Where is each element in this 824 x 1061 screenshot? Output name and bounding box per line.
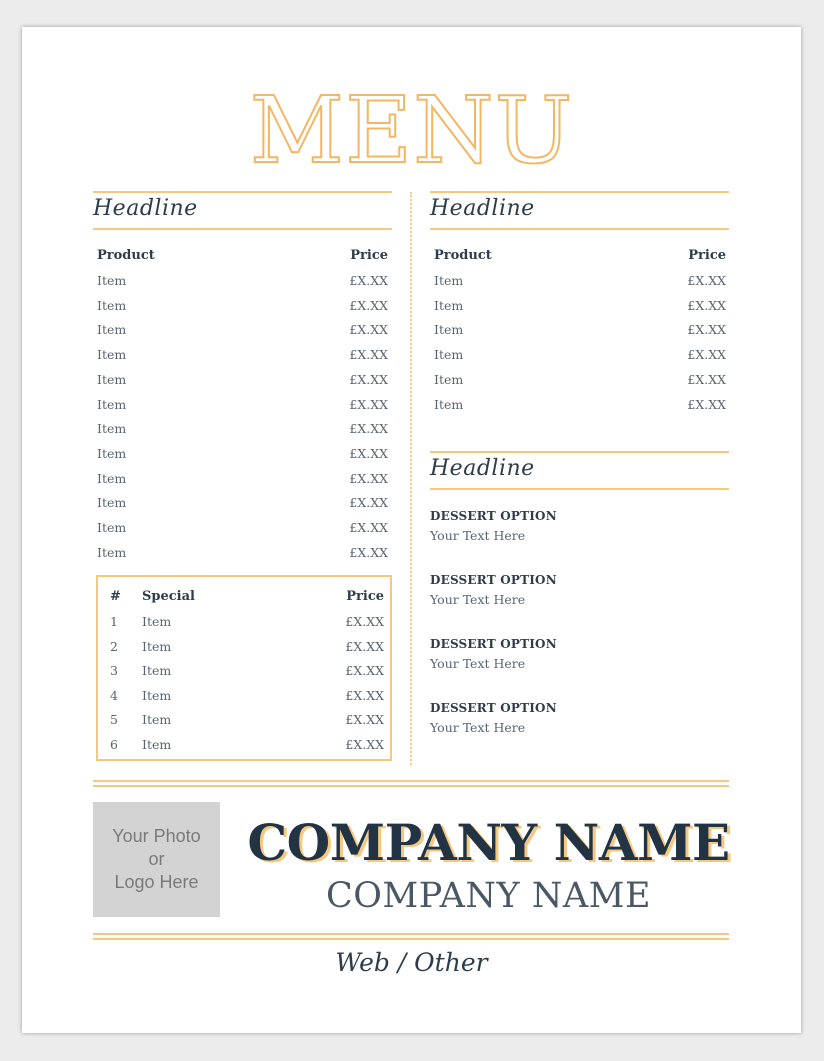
special-item-row [110, 712, 384, 732]
menu-item-row [97, 372, 388, 392]
headline-rule-top [93, 191, 392, 193]
item-name: Item [97, 520, 127, 535]
item-name: Item [97, 347, 127, 363]
price-header: Price [346, 589, 384, 604]
company-name: COMPANY NAME [247, 813, 730, 872]
menu-item-row [97, 520, 388, 540]
item-name: Item [97, 445, 127, 461]
special-name: Item [142, 712, 172, 727]
item-price: £X.XX [687, 322, 726, 338]
menu-item-row [97, 322, 388, 342]
number-header: # [110, 589, 121, 604]
item-name: Item [97, 495, 127, 511]
special-item-row [110, 663, 384, 683]
item-price: £X.XX [687, 297, 726, 313]
special-price: £X.XX [345, 687, 384, 703]
item-price: £X.XX [349, 297, 388, 313]
menu-item-row [434, 347, 726, 367]
dessert-option-desc: Your Text Here [430, 720, 526, 735]
specials-box [96, 575, 392, 761]
special-number: 5 [110, 712, 118, 727]
item-name: Item [97, 297, 127, 313]
price-header: Price [350, 248, 388, 263]
item-name: Item [97, 396, 127, 412]
item-name: Item [434, 371, 464, 387]
special-number: 2 [110, 638, 118, 654]
specials-header [110, 589, 384, 609]
menu-item-row [97, 421, 388, 441]
dessert-option-desc: Your Text Here [430, 528, 526, 543]
item-name: Item [97, 470, 127, 486]
menu-item-row [434, 298, 726, 318]
special-item-row [110, 688, 384, 708]
item-price: £X.XX [349, 396, 388, 412]
menu-page [22, 27, 801, 1033]
special-name: Item [142, 614, 172, 629]
photo-placeholder [93, 802, 220, 917]
price-header: Price [688, 248, 726, 263]
column-divider [410, 192, 412, 765]
menu-item-row [434, 372, 726, 392]
right-table-header [434, 248, 726, 268]
menu-item-row [97, 397, 388, 417]
web-other: Web / Other [335, 948, 488, 977]
item-price: £X.XX [349, 322, 388, 338]
left-headline: Headline [93, 196, 198, 221]
item-price: £X.XX [349, 520, 388, 535]
right-headline: Headline [430, 196, 535, 221]
headline-rule-bottom [430, 488, 729, 490]
item-price: £X.XX [349, 470, 388, 486]
special-price: £X.XX [345, 712, 384, 727]
special-name: Item [142, 687, 172, 703]
special-price: £X.XX [345, 614, 384, 629]
menu-item-row [97, 495, 388, 515]
item-price: £X.XX [349, 371, 388, 387]
menu-item-row [97, 545, 388, 565]
dessert-headline: Headline [430, 456, 535, 481]
menu-item-row [97, 347, 388, 367]
special-number: 4 [110, 687, 118, 703]
special-header: Special [142, 589, 195, 604]
item-name: Item [434, 396, 464, 412]
dessert-option-desc: Your Text Here [430, 656, 526, 671]
item-price: £X.XX [349, 495, 388, 511]
special-name: Item [142, 736, 172, 752]
special-item-row [110, 614, 384, 634]
headline-rule-top [430, 191, 729, 193]
menu-item-row [97, 446, 388, 466]
menu-title: MENU [249, 77, 574, 184]
dessert-option-title: DESSERT OPTION [430, 509, 557, 523]
photo-placeholder-text: Your Photo or Logo Here [112, 826, 201, 892]
item-price: £X.XX [687, 396, 726, 412]
item-name: Item [434, 347, 464, 363]
dessert-option-title: DESSERT OPTION [430, 573, 557, 587]
special-price: £X.XX [345, 736, 384, 752]
item-name: Item [97, 544, 127, 560]
menu-item-row [97, 273, 388, 293]
menu-item-row [434, 273, 726, 293]
item-price: £X.XX [349, 273, 388, 288]
special-item-row [110, 639, 384, 659]
menu-item-row [97, 298, 388, 318]
special-price: £X.XX [345, 663, 384, 678]
item-name: Item [97, 421, 127, 437]
menu-item-row [434, 322, 726, 342]
headline-rule-bottom [93, 228, 392, 230]
special-name: Item [142, 638, 172, 654]
item-name: Item [97, 273, 127, 288]
dessert-option-title: DESSERT OPTION [430, 637, 557, 651]
item-name: Item [97, 322, 127, 338]
special-price: £X.XX [345, 638, 384, 654]
headline-rule-bottom [430, 228, 729, 230]
item-price: £X.XX [349, 421, 388, 437]
item-name: Item [97, 371, 127, 387]
item-price: £X.XX [349, 347, 388, 363]
menu-item-row [97, 471, 388, 491]
left-table-header [97, 248, 388, 268]
item-name: Item [434, 322, 464, 338]
dessert-option-desc: Your Text Here [430, 592, 526, 607]
item-price: £X.XX [349, 445, 388, 461]
dessert-option-title: DESSERT OPTION [430, 701, 557, 715]
item-price: £X.XX [349, 544, 388, 560]
special-number: 1 [110, 614, 118, 629]
special-number: 3 [110, 663, 118, 678]
headline-rule-top [430, 451, 729, 453]
item-price: £X.XX [687, 273, 726, 288]
product-header: Product [97, 248, 155, 263]
menu-item-row [434, 397, 726, 417]
item-price: £X.XX [687, 347, 726, 363]
product-header: Product [434, 248, 492, 263]
item-price: £X.XX [687, 371, 726, 387]
item-name: Item [434, 273, 464, 288]
company-name-sub: COMPANY NAME [325, 876, 652, 916]
special-number: 6 [110, 736, 118, 752]
special-name: Item [142, 663, 172, 678]
special-item-row [110, 737, 384, 757]
item-name: Item [434, 297, 464, 313]
